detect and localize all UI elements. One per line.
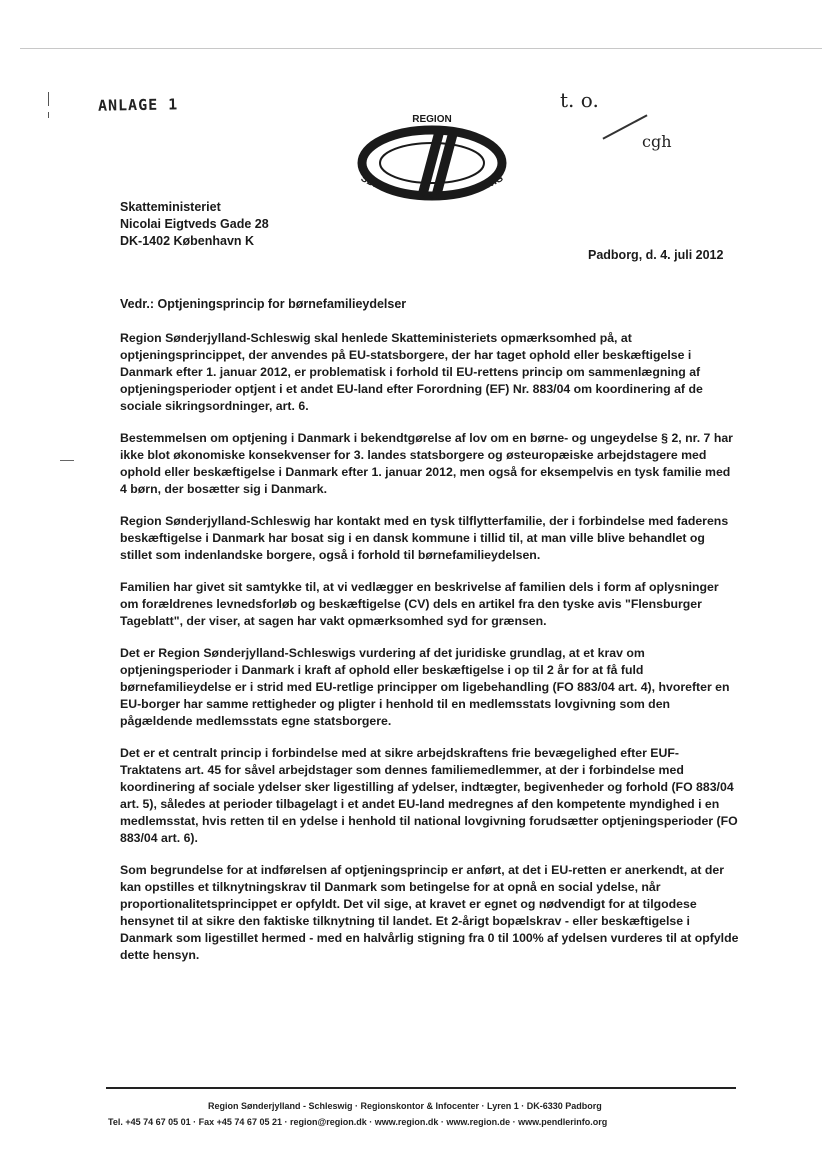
footer-rule — [106, 1087, 736, 1089]
margin-mark — [48, 92, 49, 106]
margin-dash — [60, 460, 74, 461]
logo-top-text: REGION — [412, 114, 452, 125]
margin-mark — [48, 112, 49, 118]
recipient-street: Nicolai Eigtveds Gade 28 — [120, 217, 269, 231]
recipient-city: DK-1402 København K — [120, 234, 255, 248]
body-paragraph: Som begrundelse for at indførelsen af optjeningsprincip er anført, at det i EU-retten er anerkendt, at der kan opstilles et tilknytningskrav til Danmark som betingelse for at opnå en social ydelse, når proportionalitetsprincippet er opfyldt. Det vil sige, at kravet er egnet og nødvendigt for at tilgodese hensynet til at sikre den faktiske tilknytning til landet. Et 2-årigt bopælskrav - eller beskæftigelse i Danmark som ligestillet hermed - med en halvårlig stigning fra 0 til 100% af ydelsen vurderes til at opfylde dette hensyn. — [120, 863, 739, 962]
body-paragraph: Region Sønderjylland-Schleswig har kontakt med en tysk tilflytterfamilie, der i forbindelse med faderens beskæftigelse i Danmark har bosat sig i en dansk kommune i tillid til, at man ville blive behandlet og stillet som indenlandske borgere, også i forhold til børnefamilieydelsen. — [120, 514, 729, 562]
letter-body — [120, 330, 740, 979]
letter-date: Padborg, d. 4. juli 2012 — [588, 248, 724, 262]
body-paragraph: Det er Region Sønderjylland-Schleswigs vurdering af det juridiske grundlag, at et krav om optjeningsperioder i Danmark i kraft af ophold eller beskæftigelse i op til 2 år for at få fuld børnefamilieydelse er i strid med EU-retlige principper om ligebehandling (FO 883/04 art. 4), hvorefter en EU-borger har samme rettigheder og pligter i henhold til en medlemsstats lovgivning som den pågældende medlemsstats egne statsborgere. — [120, 646, 730, 728]
handwritten-to: t. o. — [560, 88, 599, 112]
logo-bottom-text: SØNDERJYLLAND · SCHLESWIG — [358, 173, 506, 204]
recipient-address — [120, 199, 269, 250]
body-paragraph: Region Sønderjylland-Schleswig skal henlede Skatteministeriets opmærksomhed på, at optjeningsprincippet, der anvendes på EU-statsborgere, der har taget ophold eller beskæftigelse i Danmark efter 1. januar 2012, er problematisk i forhold til EU-rettens princip om sammenlægning af optjeningsperioder optjent i et andet EU-land efter Forordning (EF) Nr. 883/04 om koordinering af de sociale sikringsordninger, art. 6. — [120, 331, 703, 413]
footer-address: Region Sønderjylland - Schleswig · Regionskontor & Infocenter · Lyren 1 · DK-6330 Padborg — [208, 1101, 602, 1111]
letter-subject: Vedr.: Optjeningsprincip for børnefamilieydelser — [120, 297, 407, 311]
body-paragraph: Familien har givet sit samtykke til, at vi vedlægger en beskrivelse af familien dels i form af oplysninger om forældrenes levnedsforløb og beskæftigelse (CV) dels en artikel fra den tyske avis "Flensburger Tageblatt", der viser, at sagen har vakt opmærksomhed syd for grænsen. — [120, 580, 719, 628]
footer-contact: Tel. +45 74 67 05 01 · Fax +45 74 67 05 21 · region@region.dk · www.region.dk · www.region.de · www.pendlerinfo.org — [108, 1117, 608, 1127]
handwritten-signature: cgh — [642, 132, 672, 151]
handwritten-anlage: ANLAGE 1 — [97, 95, 179, 115]
body-paragraph: Bestemmelsen om optjening i Danmark i bekendtgørelse af lov om en børne- og ungeydelse § 2, nr. 7 har ikke blot økonomiske konsekvenser for 3. landes statsborgere og østeuropæiske arbejdstagere med ophold eller beskæftigelse i Danmark efter 1. januar 2012, men også for eksempelvis en tysk familie med 4 børn, der bosætter sig i Danmark. — [120, 431, 733, 496]
signature-stroke — [602, 114, 647, 139]
body-paragraph: Det er et centralt princip i forbindelse med at sikre arbejdskraftens frie bevægelighed efter EUF-Traktatens art. 45 for såvel arbejdstager som dennes familiemedlemmer, at der i forbindelse med koordinering af sociale ydelser sker ligestilling af ydelser, indtægter, begivenheder og forhold (FO 883/04 art. 5), således at perioder tilbagelagt i et andet EU-land medregnes af den kompetente myndighed i en medlemsstat, hvis retten til en ydelse i henhold til national lovgivning forudsætter optjeningsperioder (FO 883/04 art. 6). — [120, 746, 738, 845]
region-logo — [332, 108, 532, 226]
recipient-name: Skatteministeriet — [120, 200, 221, 214]
scan-top-rule — [20, 48, 822, 49]
